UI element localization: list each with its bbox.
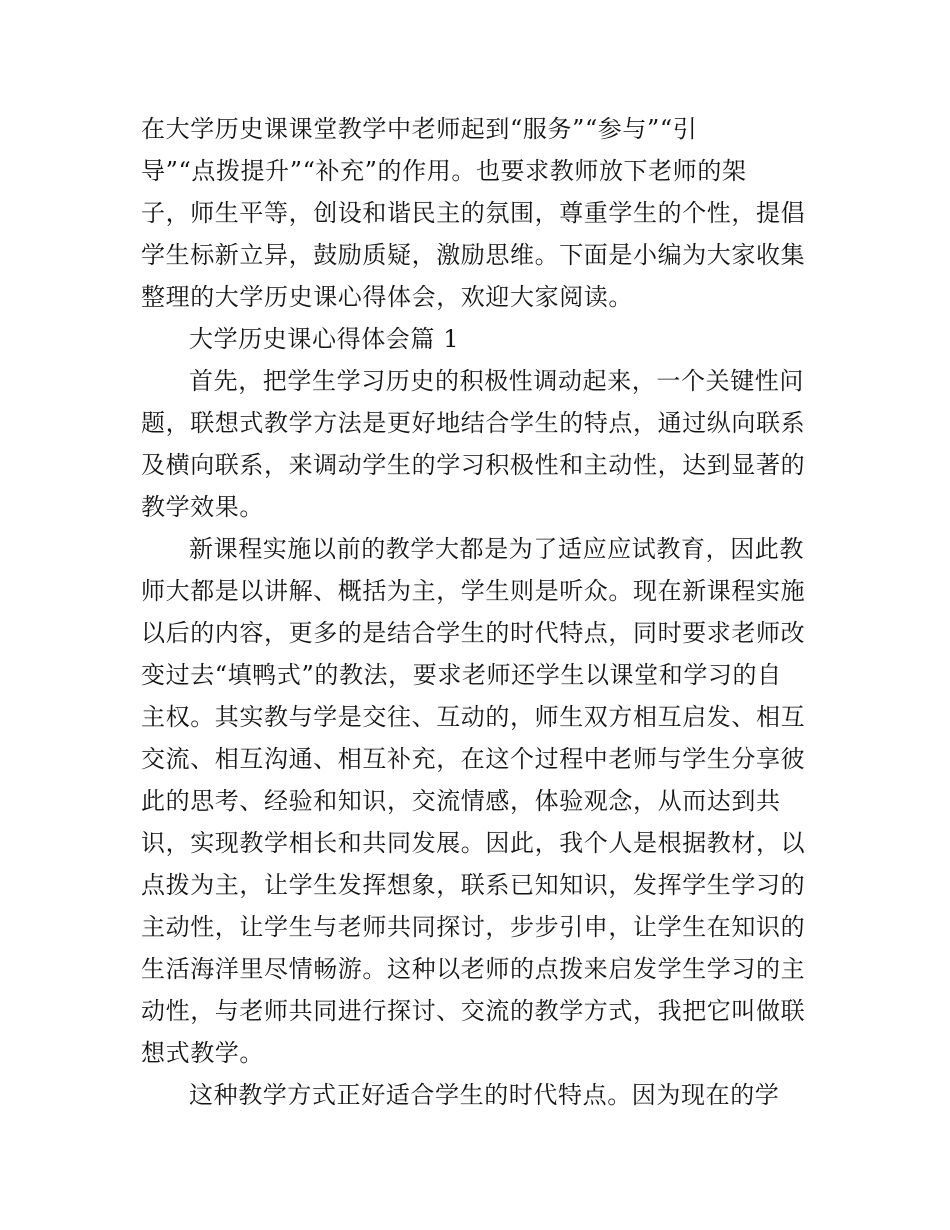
text-line: 导”“点拨提升”“补充”的作用。也要求教师放下老师的架 bbox=[141, 157, 747, 185]
text-line: 学生标新立异，鼓励质疑，激励思维。下面是小编为大家收集 bbox=[141, 241, 806, 269]
text-line: 想式教学。 bbox=[141, 1039, 264, 1067]
text-line: 新课程实施以前的教学大都是为了适应应试教育，因此教 bbox=[189, 535, 804, 563]
text-line: 题，联想式教学方法是更好地结合学生的特点，通过纵向联系 bbox=[141, 409, 806, 437]
document-body bbox=[141, 108, 831, 1116]
text-line: 子，师生平等，创设和谐民主的氛围，尊重学生的个性，提倡 bbox=[141, 199, 806, 227]
text-line: 变过去“填鸭式”的教法，要求老师还学生以课堂和学习的自 bbox=[141, 661, 782, 689]
text-line: 及横向联系，来调动学生的学习积极性和主动性，达到显著的 bbox=[141, 451, 806, 479]
text-line: 动性，与老师共同进行探讨、交流的教学方式，我把它叫做联 bbox=[141, 997, 806, 1025]
text-line: 教学效果。 bbox=[141, 493, 264, 521]
text-line: 交流、相互沟通、相互补充，在这个过程中老师与学生分享彼 bbox=[141, 745, 806, 773]
text-line: 首先，把学生学习历史的积极性调动起来，一个关键性问 bbox=[189, 367, 804, 395]
text-line: 识，实现教学相长和共同发展。因此，我个人是根据教材，以 bbox=[141, 829, 806, 857]
text-line: 主权。其实教与学是交往、互动的，师生双方相互启发、相互 bbox=[141, 703, 806, 731]
text-line: 主动性，让学生与老师共同探讨，步步引申，让学生在知识的 bbox=[141, 913, 806, 941]
text-line: 在大学历史课课堂教学中老师起到“服务”“参与”“引 bbox=[141, 115, 698, 143]
section-heading: 大学历史课心得体会篇 1 bbox=[189, 325, 460, 353]
text-line: 这种教学方式正好适合学生的时代特点。因为现在的学 bbox=[189, 1081, 780, 1109]
text-line: 师大都是以讲解、概括为主，学生则是听众。现在新课程实施 bbox=[141, 577, 806, 605]
text-line: 点拨为主，让学生发挥想象，联系已知知识，发挥学生学习的 bbox=[141, 871, 806, 899]
text-line: 整理的大学历史课心得体会，欢迎大家阅读。 bbox=[141, 283, 633, 311]
text-line: 此的思考、经验和知识，交流情感，体验观念，从而达到共 bbox=[141, 787, 781, 815]
text-line: 以后的内容，更多的是结合学生的时代特点，同时要求老师改 bbox=[141, 619, 806, 647]
text-line: 生活海洋里尽情畅游。这种以老师的点拨来启发学生学习的主 bbox=[141, 955, 806, 983]
